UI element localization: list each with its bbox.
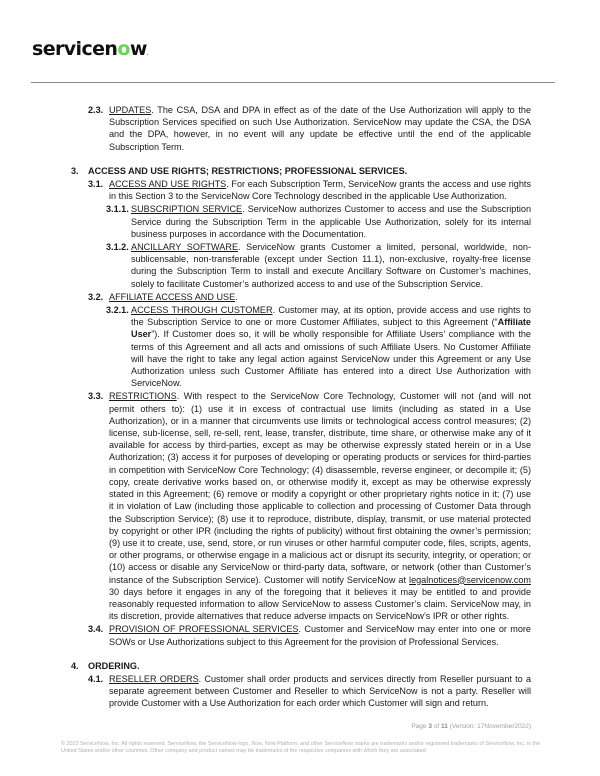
section-number: 3.1.1. (106, 204, 129, 215)
logo-text-end: w (129, 38, 147, 60)
section-number: 3.2. (88, 291, 104, 302)
copyright-notice: © 2022 ServiceNow, Inc. All rights reserved. ServiceNow, the ServiceNow logo, Now, Now Platform, and other ServiceNow marks are trademarks and/or registered trademarks of ServiceNow, Inc. in the United States and/or other countries. Other company and product names may be trademarks of the respective companies with which they are associated. (61, 740, 541, 754)
section-title: RESTRICTIONS (109, 391, 177, 402)
section-3-2 (88, 291, 531, 303)
logo-text: servicen (32, 38, 118, 60)
section-4-1 (88, 673, 531, 710)
page-of: of (431, 722, 442, 730)
heading-access-and-use (71, 165, 531, 177)
section-3-2-1 (106, 304, 531, 389)
section-number: 3.2.1. (106, 305, 129, 316)
page-total: 11 (441, 722, 448, 730)
servicenow-logo (32, 38, 148, 60)
logo-o-mark: o (117, 38, 130, 60)
heading-number: 4. (71, 660, 79, 671)
section-title: UPDATES (109, 105, 152, 115)
section-number: 3.4. (88, 624, 104, 635)
section-text: . ServiceNow grants Customer a limited, personal, worldwide, non-sublicensable, non-transferable (except under Section 11.1), non-exclusive, royalty-free license during the Subscription Term to install and execute Ancillary Software on Customer’s machines, solely to facilitate Customer’s authorized access to and use of the Subscription Service. (131, 242, 531, 289)
section-number: 3.1. (88, 179, 104, 190)
page-label: Page (411, 722, 429, 730)
section-3-1-2 (106, 241, 531, 290)
section-title: ANCILLARY SOFTWARE (131, 242, 239, 253)
heading-title: ACCESS AND USE RIGHTS; RESTRICTIONS; PROFESSIONAL SERVICES. (88, 165, 408, 176)
section-text: . For each Subscription Term, ServiceNow grants the access and use rights in this Section 3 to the ServiceNow Core Technology described in the applicable Use Authorization. (109, 179, 531, 202)
section-number: 3.3. (88, 391, 104, 402)
section-number: 3.1.2. (106, 242, 129, 253)
section-title: ACCESS THROUGH CUSTOMER (131, 305, 273, 316)
section-3-4 (88, 623, 531, 647)
section-number: 4.1. (88, 673, 104, 684)
section-text: 30 days before it engages in any of the foregoing that it believes it may be entitled to and provide reasonably requested information to allow ServiceNow to assess Customer’s claim. ServiceNow may, in its discretion, provide alternatives that reduce adverse impacts on ServiceNow’s IPR or other rights. (109, 586, 531, 622)
section-3-3 (88, 390, 531, 622)
section-title: PROVISION OF PROFESSIONAL SERVICES (109, 624, 299, 635)
page-number-footer (0, 722, 531, 731)
heading-number: 3. (71, 165, 79, 176)
section-text: . Customer and ServiceNow may enter into one or more SOWs or Use Authorizations subject to this Agreement for the provision of Professional Services. (109, 624, 531, 647)
logo-registered-mark: . (146, 51, 148, 56)
section-text: . Customer shall order products and services directly from Reseller pursuant to a separate agreement between Customer and Reseller to which ServiceNow is not a party. Reseller will provide Customer with a Use Authorization for each order which Customer will sign and return. (109, 673, 531, 709)
version-label: (Version: 17November2022) (447, 722, 531, 730)
section-text: . The CSA, DSA and DPA in effect as of the date of the Use Authorization will apply to the Subscription Services specified on such Use Authorization. ServiceNow may update the CSA, the DSA and the DPA, however, in no event will any update be effective until the end of the applicable Subscription Term. (109, 105, 531, 152)
heading-ordering (71, 660, 531, 672)
section-text: ”). If Customer does so, it will be wholly responsible for Affiliate Users’ compliance with the terms of this Agreement and all acts and omissions of such Affiliate Users. No Customer Affiliate will have the right to take any legal action against ServiceNow under this Agreement or any Use Authorization unless such Customer Affiliate has entered into a direct Use Authorization with ServiceNow. (131, 329, 531, 389)
defined-term: Affiliate User (131, 317, 531, 340)
legal-notices-email-link[interactable]: legalnotices@servicenow.com (409, 574, 531, 585)
section-title: AFFILIATE ACCESS AND USE (109, 291, 236, 302)
section-3-1 (88, 178, 531, 202)
section-text: . (235, 291, 238, 302)
section-text: . Customer may, at its option, provide access and use rights to the Subscription Service to one or more Customer Affiliates, subject to this Agreement (“ (131, 305, 531, 328)
section-title: ACCESS AND USE RIGHTS (109, 179, 227, 190)
section-text: . With respect to the ServiceNow Core Technology, Customer will not (and will not permit others to): (1) use it in excess of contractual use limits (including as stated in a Use Authorization), or in a manner that circumvents use limits or technological access control measures; (2) license, sub-license, sell, re-sell, rent, lease, transfer, distribute, time share, or otherwise make any of it available for access by third-parties, except as may be otherwise expressly stated herein or in a Use Authorization; (3) access it for purposes of developing or operating products or services for third-parties in competition with ServiceNow Core Technology; (4) disassemble, reverse engineer, or decompile it; (5) copy, create derivative works based on, or otherwise modify it, except as may be otherwise expressly stated in this Agreement; (6) remove or modify a copyright or other proprietary rights notice in it; (7) use it in violation of Law (including those applicable to collection and processing of Customer Data through the Subscription Service); (8) use it to reproduce, distribute, display, transmit, or use material protected by copyright or other IPR (including the rights of publicity) without first obtaining the owner’s permission; (9) use it to create, use, send, store, or run viruses or other harmful computer code, files, scripts, agents, or other programs, or otherwise engage in a malicious act or disrupt its security, integrity, or operation; or (10) access or disable any ServiceNow or third-party data, software, or network (other than Customer’s instance of the Subscription Service). Customer will notify ServiceNow at (109, 391, 531, 585)
section-text: . ServiceNow authorizes Customer to access and use the Subscription Service during the Subscription Term in the applicable Use Authorization, solely for its internal business purposes in accordance with the Documentation. (131, 204, 531, 239)
section-3-1-1 (106, 203, 531, 240)
section-title: RESELLER ORDERS (109, 673, 199, 684)
section-title: SUBSCRIPTION SERVICE (131, 204, 243, 215)
page-current: 3 (428, 722, 432, 730)
heading-title: ORDERING. (88, 660, 140, 671)
header-divider (31, 82, 555, 83)
section-2-3 (88, 104, 531, 153)
section-number: 2.3. (88, 105, 104, 115)
